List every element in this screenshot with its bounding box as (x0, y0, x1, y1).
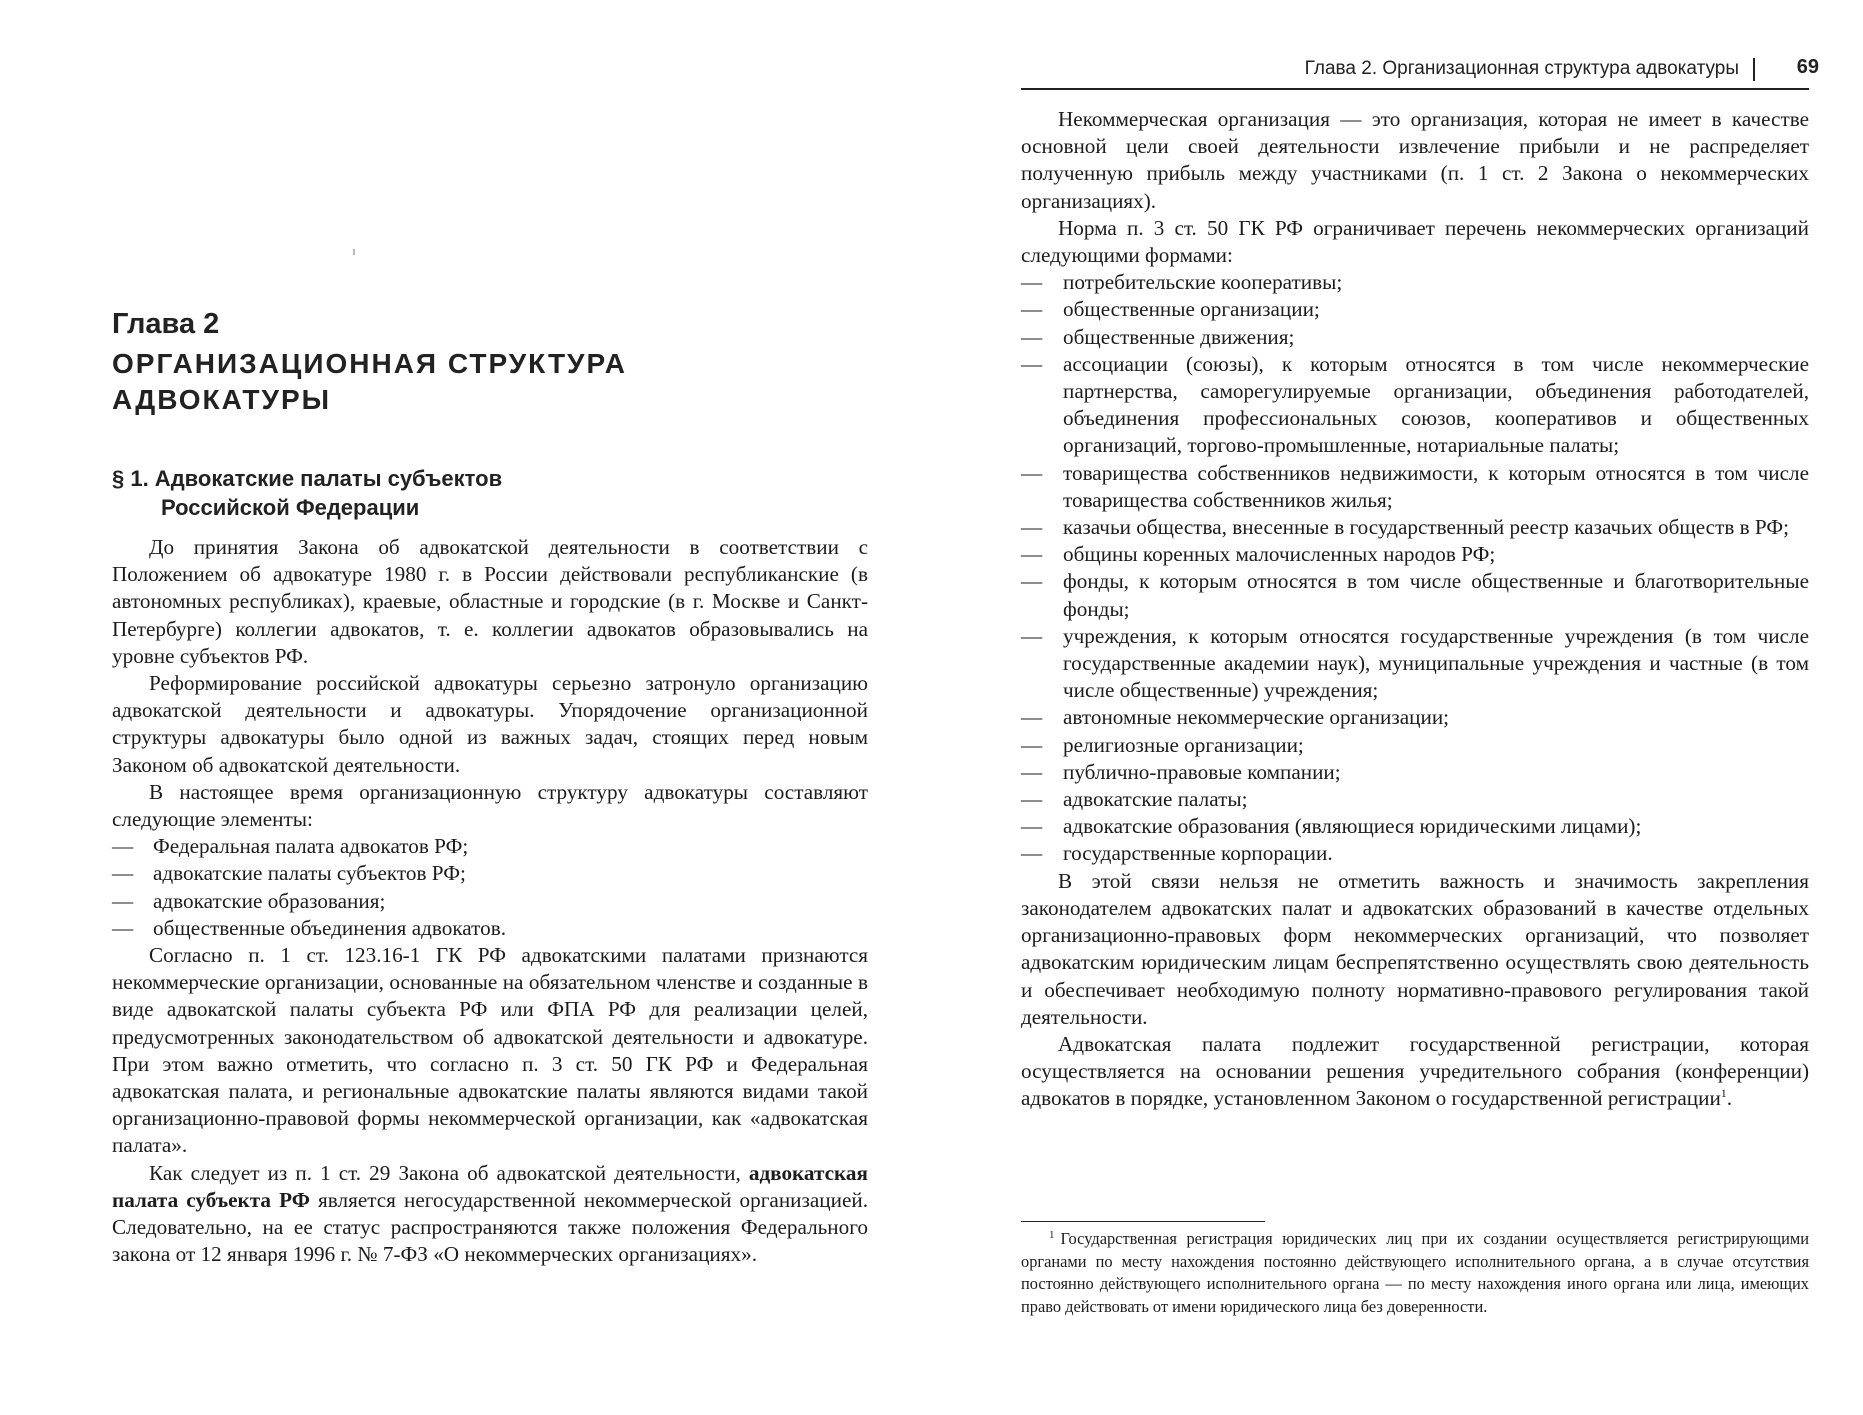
list-item-text: ассоциации (союзы), к которым относятся в том числе некоммерческие партнерства, саморегулируемые организации, объединения работодателей, объединения профессиональных союзов, кооперативов и общественных организаций, торгово-промышленные, нотариальные палаты; (1063, 351, 1809, 458)
forms-list (1021, 269, 1809, 867)
list-item-text: автономные некоммерческие организации; (1063, 705, 1450, 730)
list-item (1021, 732, 1809, 759)
list-item-text: общественные объединения адвокатов. (153, 915, 507, 940)
paragraph: Реформирование российской адвокатуры серьезно затронуло организацию адвокатской деятельности и адвокатуры. Упорядочение организационной структуры адвокатуры было одной из важных задач, стоящих перед новым Законом об адвокатской деятельности. (112, 671, 868, 777)
paragraph: Некоммерческая организация — это организация, которая не имеет в качестве основной цели своей деятельности извлечение прибыли и не распределяет полученную прибыль между участниками (п. 1 ст. 2 Закона о некоммерческих организациях). (1021, 107, 1809, 213)
footnote-text: Государственная регистрация юридических лиц при их создании осуществляется регистрирующими органами по месту нахождения постоянно действующего исполнительного органа, а в случае отсутствия постоянно действующего исполнительного органа — по месту нахождения иного органа или лица, имеющих право действовать от имени юридического лица без доверенности. (1021, 1229, 1809, 1316)
dash-marker: — (1021, 787, 1043, 812)
paragraph: Согласно п. 1 ст. 123.16-1 ГК РФ адвокатскими палатами признаются некоммерческие организации, основанные на обязательном членстве и созданные в виде адвокатской палаты субъекта РФ или ФПА РФ для реализации целей, предусмотренных законодательством об адвокатской деятельности и адвокатуре. При этом важно отметить, что согласно п. 3 ст. 50 ГК РФ и Федеральная адвокатская палата, и региональные адвокатские палаты являются видами такой организационно-правовой формы некоммерческой организации, как «адвокатская палата». (112, 943, 868, 1158)
list-item (112, 915, 868, 942)
section-title-line1: § 1. Адвокатские палаты субъектов (112, 466, 503, 491)
list-item-text: государственные корпорации. (1063, 841, 1333, 866)
list-item-text: публично-правовые компании; (1063, 759, 1341, 784)
list-item (1021, 759, 1809, 786)
list-item (1021, 324, 1809, 351)
dash-marker: — (1021, 623, 1043, 648)
list-item (1021, 786, 1809, 813)
list-item-text: товарищества собственников недвижимости, к которым относятся в том числе товарищества собственников жилья; (1063, 460, 1809, 512)
paragraph-start: Как следует из п. 1 ст. 29 Закона об адвокатской деятельности, (149, 1160, 749, 1185)
list-item-text: фонды, к которым относятся в том числе общественные и благотворительные фонды; (1063, 569, 1809, 621)
dash-marker: — (1021, 759, 1043, 784)
right-page (931, 0, 1863, 1415)
list-item-text: Федеральная палата адвокатов РФ; (153, 834, 469, 859)
paragraph: В настоящее время организационную структуру адвокатуры составляют следующие элементы: (112, 779, 868, 832)
list-item-text: общественные движения; (1063, 324, 1295, 349)
list-item (1021, 623, 1809, 705)
page-number: 69 (1796, 56, 1819, 78)
chapter-title: ОРГАНИЗАЦИОННАЯ СТРУКТУРА АДВОКАТУРЫ (112, 348, 627, 415)
dash-marker: — (1021, 705, 1043, 730)
section-title (112, 464, 672, 522)
elements-list (112, 833, 868, 942)
footnote-mark: 1 (1049, 1228, 1055, 1241)
paragraph: До принятия Закона об адвокатской деятельности в соответствии с Положением об адвокатуре 1980 г. в России действовали республиканские (в автономных республиках), краевые, областные и городские (в г. Москве и Санкт-Петербурге) коллегии адвокатов, т. е. коллегии адвокатов образовывались на уровне субъектов РФ. (112, 535, 868, 668)
right-body-text (1021, 106, 1809, 1113)
list-item-text: адвокатские образования; (153, 888, 386, 913)
list-item (112, 860, 868, 887)
footnote-reference[interactable]: 1 (1720, 1086, 1727, 1101)
paragraph-period: . (1726, 1086, 1733, 1111)
dash-marker: — (1021, 270, 1043, 295)
dash-marker: — (1021, 814, 1043, 839)
list-item-text: религиозные организации; (1063, 732, 1304, 757)
left-body-text (112, 534, 868, 1268)
list-item (1021, 460, 1809, 514)
list-item (1021, 541, 1809, 568)
paragraph (1021, 1031, 1809, 1113)
list-item (1021, 296, 1809, 323)
list-item (1021, 351, 1809, 460)
dash-marker: — (1021, 515, 1043, 540)
header-separator (1753, 58, 1755, 81)
list-item (1021, 568, 1809, 622)
header-rule (1021, 88, 1809, 90)
dash-marker: — (1021, 569, 1043, 594)
dash-marker: — (1021, 351, 1043, 376)
dash-marker: — (112, 861, 134, 886)
dash-marker: — (1021, 841, 1043, 866)
dash-marker: — (1021, 542, 1043, 567)
list-item (1021, 514, 1809, 541)
list-item-text: адвокатские палаты; (1063, 787, 1248, 812)
list-item-text: адвокатские палаты субъектов РФ; (153, 861, 466, 886)
list-item-text: учреждения, к которым относятся государственные учреждения (в том числе государственные академии наук), муниципальные учреждения и частные (в том числе общественные) учреждения; (1063, 623, 1809, 703)
list-item-text: адвокатские образования (являющиеся юридическими лицами); (1063, 814, 1642, 839)
paragraph-text: Адвокатская палата подлежит государственной регистрации, которая осуществляется на основании решения учредительного собрания (конференции) адвокатов в порядке, установленном Законом о государственной регистрации (1021, 1031, 1809, 1111)
paragraph-end: является негосударственной некоммерческой организацией. Следовательно, на ее статус распространяются также положения Федерального закона от 12 января 1996 г. № 7-ФЗ «О некоммерческих организациях». (112, 1187, 868, 1267)
list-item-text: казачьи общества, внесенные в государственный реестр казачьих обществ в РФ; (1063, 515, 1789, 540)
list-item-text: общины коренных малочисленных народов РФ; (1063, 542, 1496, 567)
list-item (1021, 813, 1809, 840)
list-item-text: общественные организации; (1063, 297, 1320, 322)
dash-marker: — (112, 915, 134, 940)
bold-term: адвокатская палата субъекта РФ (112, 1160, 868, 1212)
paragraph (112, 1160, 868, 1269)
left-page (0, 0, 931, 1415)
list-item (1021, 269, 1809, 296)
paragraph: Норма п. 3 ст. 50 ГК РФ ограничивает перечень некоммерческих организаций следующими формами: (1021, 215, 1809, 268)
dash-marker: — (112, 834, 134, 859)
dash-marker: — (1021, 297, 1043, 322)
scan-speck (353, 249, 355, 255)
list-item (1021, 840, 1809, 867)
footnote-rule (1021, 1221, 1265, 1222)
paragraph: В этой связи нельзя не отметить важность и значимость закрепления законодателем адвокатских палат и адвокатских образований в качестве отдельных организационно-правовых форм некоммерческих организаций, что позволяет адвокатским юридическим лицам беспрепятственно осуществлять свою деятельность и обеспечивает необходимую полноту нормативно-правового регулирования такой деятельности. (1021, 868, 1809, 1029)
dash-marker: — (112, 888, 134, 913)
footnote (1021, 1228, 1809, 1318)
list-item (1021, 704, 1809, 731)
running-header (1021, 56, 1819, 90)
list-item (112, 833, 868, 860)
dash-marker: — (1021, 460, 1043, 485)
dash-marker: — (1021, 732, 1043, 757)
list-item-text: потребительские кооперативы; (1063, 270, 1343, 295)
list-item (112, 888, 868, 915)
running-header-title: Глава 2. Организационная структура адвокатуры (1304, 58, 1739, 79)
section-title-line2: Российской Федерации (161, 495, 420, 520)
dash-marker: — (1021, 324, 1043, 349)
chapter-label: Глава 2 (112, 308, 220, 340)
